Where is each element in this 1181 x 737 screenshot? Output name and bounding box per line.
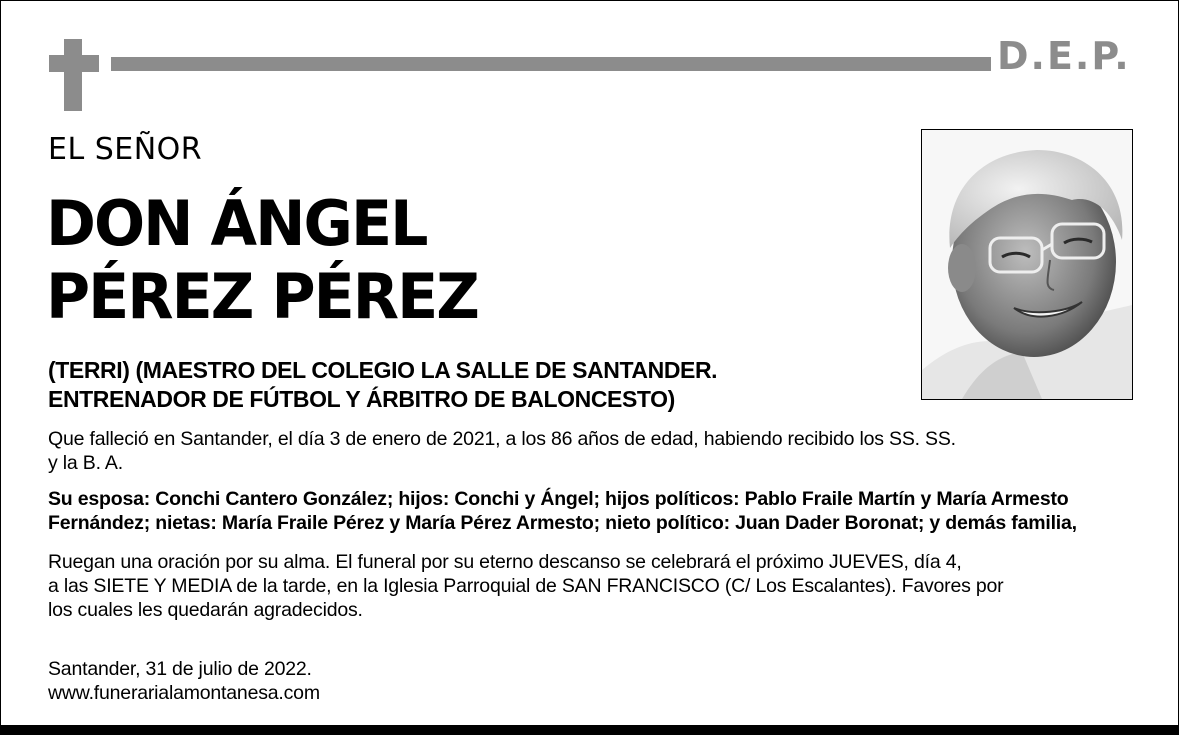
- family-list-line-2: Fernández; nietas: María Fraile Pérez y María Pérez Armesto; nieto político: Juan Dader Boronat; y demás familia,: [48, 512, 1077, 534]
- portrait-photo-icon: [922, 130, 1132, 399]
- title-prefix: EL SEÑOR: [48, 132, 203, 167]
- deceased-description: [48, 356, 717, 414]
- deceased-name: [46, 187, 478, 333]
- deceased-name-line-1: DON ÁNGEL: [46, 187, 427, 260]
- dep-label: D.E.P.: [997, 34, 1131, 78]
- deceased-name-line-2: PÉREZ PÉREZ: [46, 260, 478, 333]
- publication-date: Santander, 31 de julio de 2022.: [48, 658, 312, 680]
- family-list: [48, 487, 1133, 535]
- description-line-2: ENTRENADOR DE FÚTBOL Y ÁRBITRO DE BALONCESTO): [48, 386, 675, 412]
- portrait-photo: [921, 129, 1133, 400]
- cross-icon: [49, 39, 99, 111]
- website-link[interactable]: www.funerarialamontanesa.com: [48, 682, 320, 704]
- funeral-info-line-1: Ruegan una oración por su alma. El funeral por su eterno descanso se celebrará el próximo JUEVES, día 4,: [48, 551, 962, 573]
- funeral-info-line-3: los cuales les quedarán agradecidos.: [48, 599, 363, 621]
- funeral-info-line-2: a las SIETE Y MEDIA de la tarde, en la Iglesia Parroquial de SAN FRANCISCO (C/ Los Escalantes). Favores por: [48, 575, 1004, 597]
- funeral-info: [48, 550, 1133, 622]
- footer: [48, 657, 1133, 705]
- header-rule: [111, 57, 991, 71]
- death-notice: [48, 427, 1133, 475]
- description-line-1: (TERRI) (MAESTRO DEL COLEGIO LA SALLE DE SANTANDER.: [48, 357, 718, 383]
- death-notice-line-2: y la B. A.: [48, 452, 123, 474]
- bottom-border: [1, 725, 1178, 734]
- death-notice-line-1: Que falleció en Santander, el día 3 de enero de 2021, a los 86 años de edad, habiendo recibido los SS. SS.: [48, 428, 956, 450]
- family-list-line-1: Su esposa: Conchi Cantero González; hijos: Conchi y Ángel; hijos políticos: Pablo Fraile Martín y María Armesto: [48, 488, 1069, 510]
